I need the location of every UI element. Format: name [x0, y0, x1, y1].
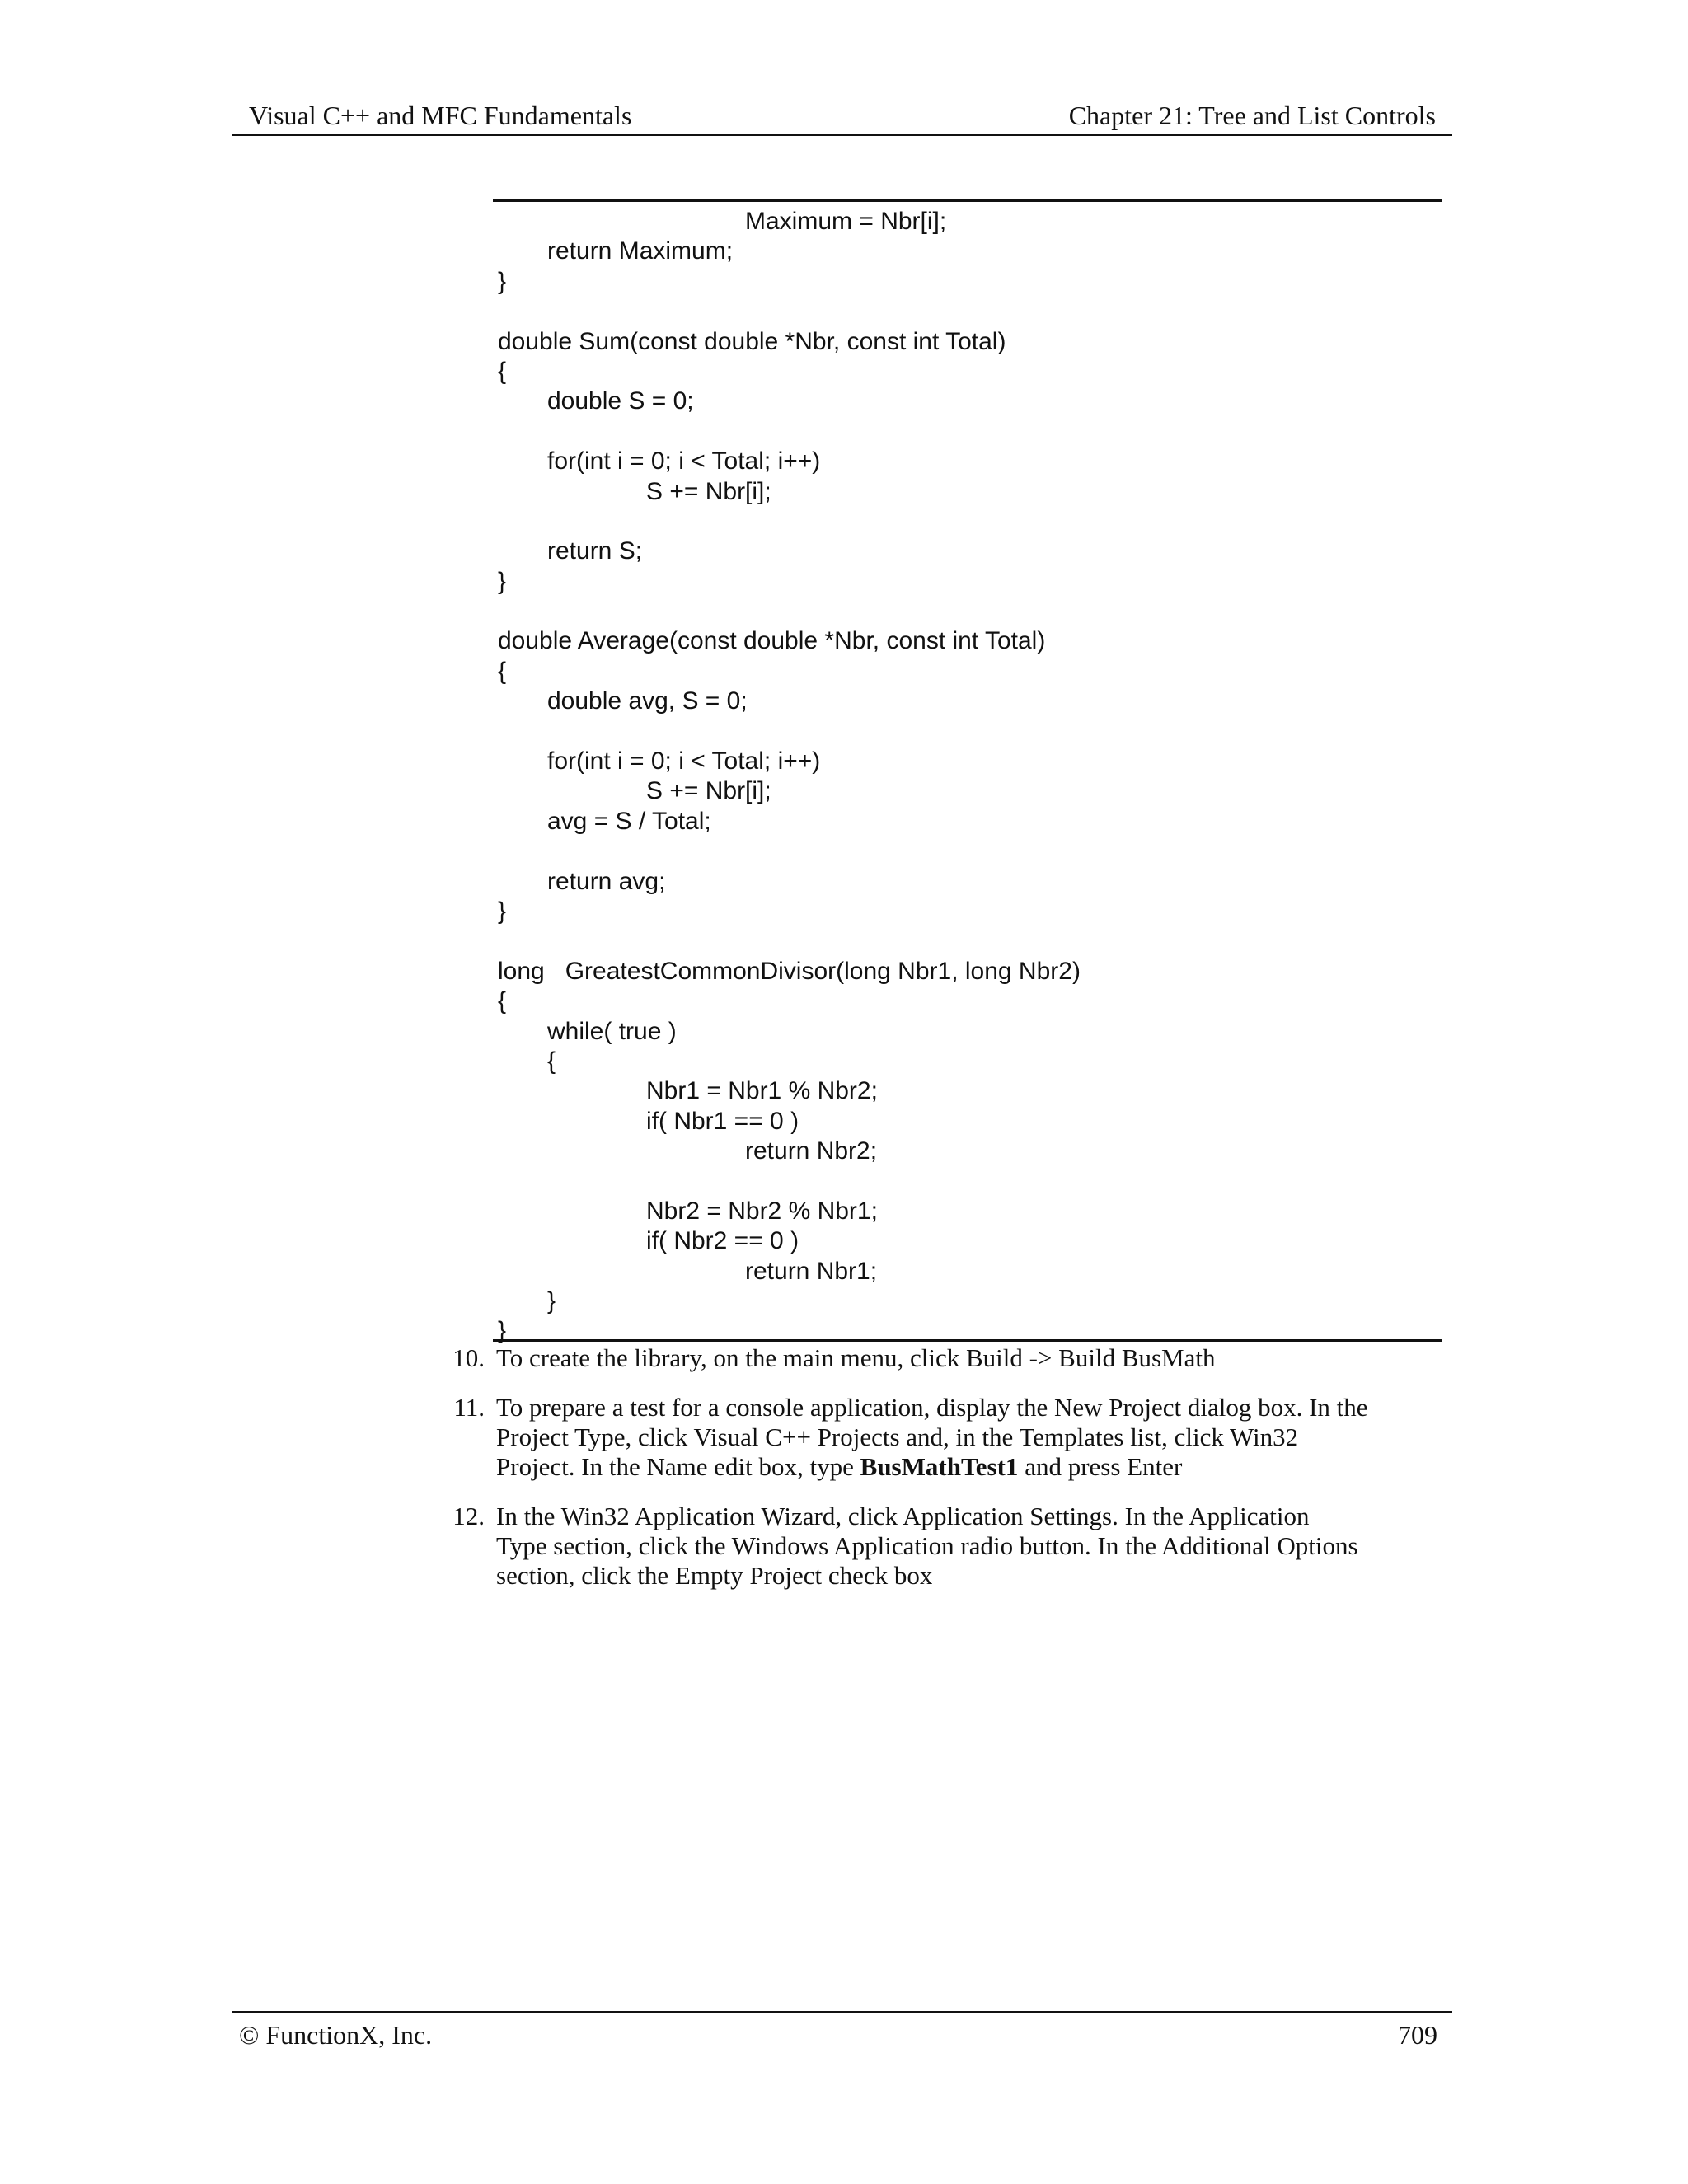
code-line: [493, 717, 1081, 747]
code-line: }: [547, 1287, 556, 1315]
page-number: 709: [1398, 2020, 1437, 2050]
code-listing: [493, 199, 1442, 1345]
step-text-line: [496, 1343, 1444, 1373]
code-line: long GreatestCommonDivisor(long Nbr1, long Nbr2): [498, 957, 1081, 985]
step-text-line: [496, 1393, 1444, 1422]
code-line: [493, 507, 1081, 537]
step-text-line: [496, 1502, 1444, 1531]
page-header: [232, 97, 1452, 136]
step-text-line: [496, 1561, 1444, 1591]
step-text-part: Project Type, click Visual C++ Projects and, in the Templates list, click Win32: [496, 1422, 1299, 1451]
code-line: Maximum = Nbr[i];: [745, 208, 947, 235]
code-line: Nbr1 = Nbr1 % Nbr2;: [646, 1077, 878, 1105]
step-text-part: In the Win32 Application Wizard, click Application Settings. In the Application: [496, 1502, 1310, 1530]
code-line: while( true ): [547, 1017, 677, 1045]
code-line: S += Nbr[i];: [646, 777, 771, 805]
code-line: {: [498, 987, 507, 1015]
code-line: for(int i = 0; i < Total; i++): [547, 448, 821, 476]
step-text: [496, 1393, 1444, 1482]
code-line: [493, 297, 1081, 326]
code-line: for(int i = 0; i < Total; i++): [547, 748, 821, 776]
code-line: }: [498, 1317, 507, 1345]
code-line: avg = S / Total;: [547, 807, 711, 835]
code-line: [493, 597, 1081, 626]
step-number: 11.: [453, 1393, 485, 1422]
code-lines: [493, 207, 1081, 1347]
code-line: {: [498, 357, 507, 385]
step-item: [445, 1502, 1451, 1591]
code-line: {: [547, 1047, 556, 1075]
code-line: {: [498, 657, 507, 685]
step-text-part: Project. In the Name edit box, type: [496, 1452, 860, 1481]
code-line: }: [498, 267, 507, 295]
step-item: [445, 1343, 1451, 1373]
step-text: [496, 1343, 1444, 1373]
step-text-part: To prepare a test for a console application, display the New Project dialog box. In the: [496, 1393, 1368, 1422]
code-line: [493, 837, 1081, 866]
code-line: }: [498, 897, 507, 925]
step-text-part: section, click the Empty Project check box: [496, 1561, 933, 1590]
step-text-part: To create the library, on the main menu, click Build -> Build BusMath: [496, 1343, 1216, 1372]
code-line: return Nbr1;: [745, 1257, 878, 1285]
step-text-line: [496, 1531, 1444, 1561]
code-line: return Nbr2;: [745, 1137, 878, 1165]
step-text-line: [496, 1452, 1444, 1482]
step-number: 12.: [452, 1502, 485, 1530]
code-line: [493, 926, 1081, 956]
book-title: Visual C++ and MFC Fundamentals: [249, 101, 632, 130]
step-text-part: and press Enter: [1018, 1452, 1183, 1481]
code-line: S += Nbr[i];: [646, 477, 771, 505]
code-line: [493, 417, 1081, 447]
instruction-steps: [445, 1343, 1451, 1610]
chapter-title: Chapter 21: Tree and List Controls: [1068, 101, 1436, 130]
step-text: [496, 1502, 1444, 1591]
step-item: [445, 1393, 1451, 1482]
code-line: return S;: [547, 537, 643, 565]
code-line: }: [498, 567, 507, 595]
step-text-line: [496, 1422, 1444, 1452]
copyright: © FunctionX, Inc.: [239, 2020, 433, 2050]
code-line: double Sum(const double *Nbr, const int Total): [498, 327, 1006, 355]
code-line: return avg;: [547, 867, 666, 895]
bold-term: BusMathTest1: [860, 1452, 1019, 1481]
code-line: double S = 0;: [547, 387, 694, 415]
step-text-part: Type section, click the Windows Application radio button. In the Additional Options: [496, 1531, 1358, 1560]
code-line: [493, 1167, 1081, 1197]
code-line: if( Nbr1 == 0 ): [646, 1107, 799, 1135]
page-footer: [232, 2011, 1452, 2050]
code-line: return Maximum;: [547, 237, 734, 265]
code-line: double avg, S = 0;: [547, 687, 748, 715]
code-line: if( Nbr2 == 0 ): [646, 1227, 799, 1255]
step-number: 10.: [452, 1343, 485, 1372]
code-line: Nbr2 = Nbr2 % Nbr1;: [646, 1197, 878, 1225]
code-line: double Average(const double *Nbr, const int Total): [498, 627, 1046, 655]
